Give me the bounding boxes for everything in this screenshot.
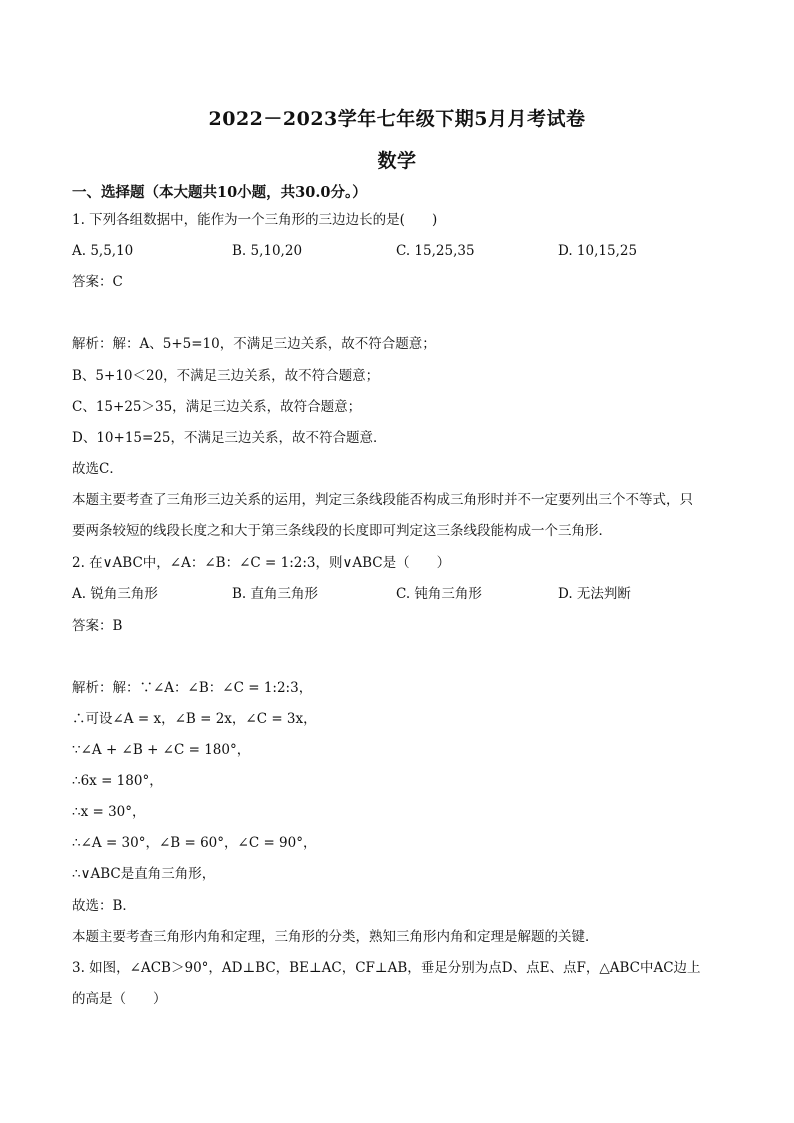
- q1-analysis-line: B、5+10＜20，不满足三边关系，故不符合题意；: [72, 368, 380, 384]
- q2-option-b: B. 直角三角形: [232, 586, 319, 602]
- q1-analysis-line: C、15+25＞35，满足三边关系，故符合题意；: [72, 399, 362, 415]
- q2-analysis-line: ∴x = 30°，: [72, 804, 146, 820]
- q1-analysis-line: 要两条较短的线段长度之和大于第三条线段的长度即可判定这三条线段能构成一个三角形．: [72, 523, 612, 539]
- question-3-stem-line: 3. 如图，∠ACB＞90°，AD⊥BC，BE⊥AC，CF⊥AB，垂足分别为点D、点E、点F，△ABC中AC边上: [72, 960, 701, 976]
- question-1-stem: 1. 下列各组数据中，能作为一个三角形的三边边长的是( ): [72, 212, 438, 228]
- q2-analysis-line: 本题主要考查三角形内角和定理，三角形的分类，熟知三角形内角和定理是解题的关键．: [72, 929, 599, 945]
- q2-option-a: A. 锐角三角形: [72, 586, 158, 602]
- q2-option-c: C. 钝角三角形: [396, 586, 482, 602]
- q1-option-c: C. 15,25,35: [396, 243, 475, 259]
- q1-option-b: B. 5,10,20: [232, 243, 303, 259]
- q2-analysis-line: ∴∠A = 30°，∠B = 60°，∠C = 90°，: [72, 835, 317, 851]
- q2-analysis-line: 解析：解：∵∠A：∠B：∠C = 1:2:3，: [72, 680, 313, 696]
- q1-analysis-line: 解析：解：A、5+5=10，不满足三边关系，故不符合题意；: [72, 336, 436, 352]
- q1-analysis-line: 故选C．: [72, 461, 123, 477]
- q1-option-d: D. 10,15,25: [558, 243, 638, 259]
- q1-option-a: A. 5,5,10: [72, 243, 134, 259]
- q2-answer: 答案：B: [72, 618, 123, 634]
- section-heading: 一、选择题（本大题共10小题，共30.0分。）: [72, 184, 367, 201]
- q2-option-d: D. 无法判断: [558, 586, 631, 602]
- q2-analysis-line: 故选：B．: [72, 898, 136, 914]
- q2-analysis-line: ∵∠A + ∠B + ∠C = 180°，: [72, 742, 251, 758]
- question-2-stem: 2. 在∨ABC中，∠A：∠B：∠C = 1:2:3，则∨ABC是（ ）: [72, 555, 451, 571]
- q1-analysis-line: D、10+15=25，不满足三边关系，故不符合题意．: [72, 430, 387, 446]
- q1-answer: 答案：C: [72, 274, 123, 290]
- exam-title: 2022－2023学年七年级下期5月月考试卷: [208, 108, 586, 130]
- question-3-stem-line: 的高是（ ）: [72, 991, 167, 1007]
- q2-analysis-line: ∴∨ABC是直角三角形，: [72, 866, 216, 882]
- subject-title: 数学: [377, 150, 417, 172]
- q2-analysis-line: ∴可设∠A = x，∠B = 2x，∠C = 3x，: [72, 711, 317, 727]
- q2-analysis-line: ∴6x = 180°，: [72, 773, 163, 789]
- q1-analysis-line: 本题主要考查了三角形三边关系的运用，判定三条线段能否构成三角形时并不一定要列出三个不等式，只: [72, 492, 693, 508]
